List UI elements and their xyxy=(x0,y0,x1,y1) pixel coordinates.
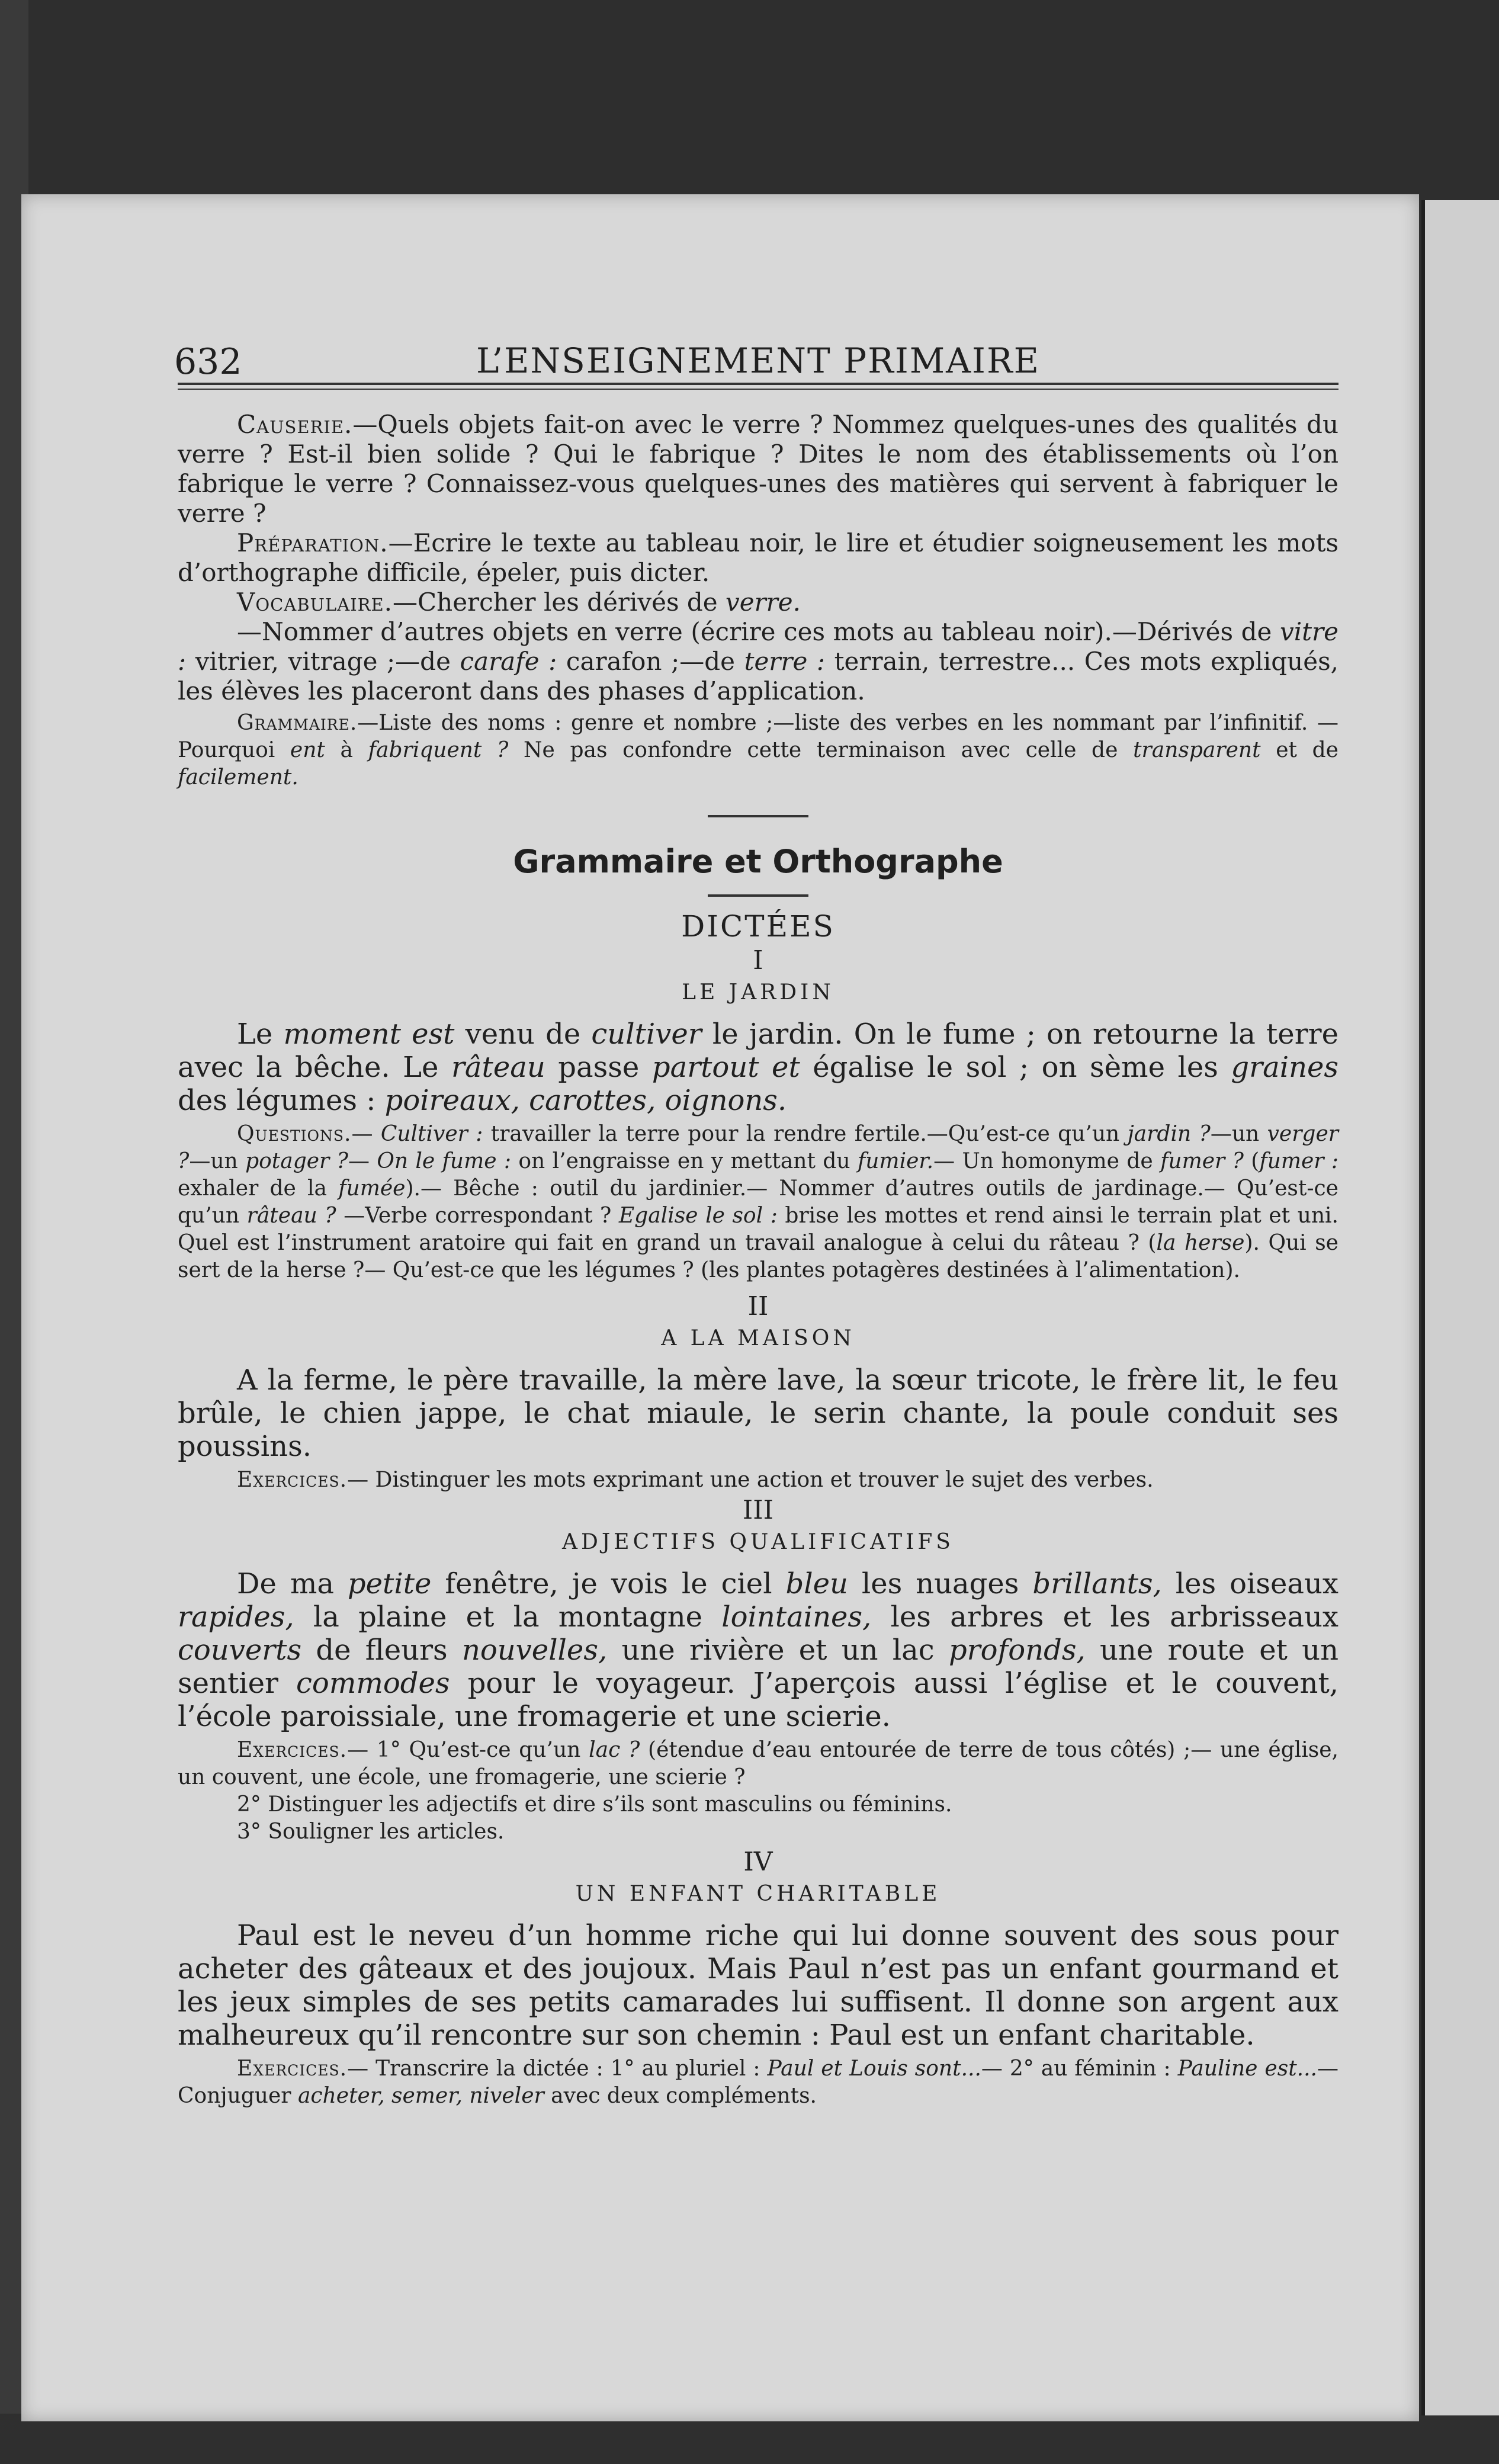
dictee-text-part: venu de xyxy=(454,1018,592,1051)
grammaire-text: à xyxy=(325,738,368,762)
page-content xyxy=(174,332,1339,2110)
preparation-paragraph xyxy=(178,528,1338,588)
nommer-text: vitrier, vitrage ;—de xyxy=(186,647,460,676)
dictee-italic: brillants, xyxy=(1032,1567,1162,1600)
header-rule-thin xyxy=(178,389,1338,390)
dictee-italic: rapides, xyxy=(178,1600,294,1634)
dictee-italic: moment est xyxy=(283,1018,455,1051)
dictee-text xyxy=(178,1018,1338,1117)
exercices-italic: Pauline est... xyxy=(1177,2056,1317,2081)
adjacent-page-edge xyxy=(1421,200,1499,2415)
dictee-italic: profonds, xyxy=(948,1634,1086,1667)
questions-italic: jardin ? xyxy=(1127,1122,1211,1146)
questions-italic: fumer : xyxy=(1259,1149,1338,1173)
dictees-title: DICTÉES xyxy=(681,909,835,944)
exercices-italic: lac ? xyxy=(589,1738,640,1762)
questions-paragraph xyxy=(178,1121,1338,1284)
questions-text: —Verbe correspondant ? xyxy=(336,1204,619,1228)
dictee-numeral: I xyxy=(753,945,763,976)
questions-text: ).— Bêche : outil du jardinier.— Nommer d’autres outils de jardinage.— Qu’est-ce qu’un xyxy=(178,1176,1338,1228)
dictee-text-part: le jardin. On le fume ; on retourne la terre avec la bêche. Le xyxy=(178,1018,1338,1084)
dictee-numeral: III xyxy=(742,1495,774,1525)
grammaire-text: —Liste des noms : genre et nombre ;—liste des verbes en les nommant par l’infinitif. —Pourquoi xyxy=(178,711,1338,762)
exercices-label: Exercices. xyxy=(237,2056,348,2081)
dictee-text-part: des légumes : xyxy=(178,1084,385,1117)
grammaire-text: et de xyxy=(1260,738,1338,762)
questions-text: —un xyxy=(1210,1122,1267,1146)
questions-italic: la herse xyxy=(1156,1231,1245,1255)
grammaire-word: fabriquent ? xyxy=(368,738,509,762)
questions-italic: Egalise le sol : xyxy=(618,1204,778,1228)
header-rule-thick xyxy=(178,383,1338,385)
exercices-label: Exercices. xyxy=(237,1468,348,1492)
dictee-title: LE JARDIN xyxy=(682,980,834,1005)
questions-italic: fumer ? xyxy=(1160,1149,1244,1173)
dictee-text-part: pour le voyageur. J’aperçois aussi l’église et le couvent, l’école paroissiale, une fromagerie et une scierie. xyxy=(178,1667,1339,1733)
dictee-text-part: les oiseaux xyxy=(1161,1567,1338,1600)
questions-italic: verger ? xyxy=(178,1122,1338,1173)
dictee-italic: partout et xyxy=(651,1051,800,1084)
vocabulaire-word: verre. xyxy=(726,588,801,617)
questions-text: exhaler de la xyxy=(178,1176,339,1201)
dictee-text xyxy=(178,1567,1338,1733)
dictee-italic: lointaines, xyxy=(721,1600,872,1634)
dictee-italic: couverts xyxy=(178,1634,302,1667)
questions-text: travailler la terre pour la rendre fertile.—Qu’est-ce qu’un xyxy=(483,1122,1128,1146)
dictee-text-part: la plaine et la montagne xyxy=(294,1600,722,1634)
dictee-text-part: les nuages xyxy=(848,1567,1033,1600)
questions-italic: râteau ? xyxy=(246,1204,336,1228)
questions-italic: potager ? xyxy=(245,1149,348,1173)
questions-text: — xyxy=(351,1122,381,1146)
section-divider-bottom xyxy=(708,894,808,897)
dictee-italic: bleu xyxy=(785,1567,848,1600)
dictee-text: Paul est le neveu d’un homme riche qui lui donne souvent des sous pour acheter des gâteaux et des joujoux. Mais Paul n’est pas un enfant gourmand et les jeux simples de ses petits camarades lui suffisent. Il donne son argent aux malheureux qu’il rencontre sur son chemin : Paul est un enfant charitable. xyxy=(178,1919,1338,2052)
dictee-italic: cultiver xyxy=(591,1018,702,1051)
section-divider-top xyxy=(708,815,808,817)
dictee-text-part: De ma xyxy=(237,1567,348,1600)
exercices-text: — 1° Qu’est-ce qu’un xyxy=(347,1738,589,1762)
dictee-italic: commodes xyxy=(296,1667,450,1700)
exercice-item: 2° Distinguer les adjectifs et dire s’ils sont masculins ou féminins. xyxy=(237,1792,952,1817)
dictee-italic: nouvelles, xyxy=(461,1634,608,1667)
exercices-italic: Paul et Louis sont... xyxy=(767,2056,981,2081)
preparation-label: Préparation. xyxy=(237,528,389,557)
page-header xyxy=(174,332,1338,383)
exercices-label: Exercices. xyxy=(237,1738,348,1762)
questions-italic: On le fume : xyxy=(377,1149,512,1173)
grammaire-word: facilement. xyxy=(178,765,298,790)
questions-text: — Un homonyme de xyxy=(933,1149,1161,1173)
dictee-italic: graines xyxy=(1231,1051,1339,1084)
causerie-text: —Quels objets fait-on avec le verre ? Nommez quelques-unes des qualités du verre ? Est-il bien solide ? Qui le fabrique ? Dites le nom des établissements où l’on fabrique le verre ? Connaissez-vous quelques-unes des matières qui servent à fabriquer le verre ? xyxy=(178,410,1338,528)
dictee-title: UN ENFANT CHARITABLE xyxy=(575,1882,941,1906)
dictee-numeral: IV xyxy=(743,1847,773,1877)
dictee-text-part: égalise le sol ; on sème les xyxy=(800,1051,1231,1084)
scan-background-top xyxy=(0,0,1499,200)
dictee-text-part: fenêtre, je vois le ciel xyxy=(431,1567,786,1600)
questions-text: ( xyxy=(1243,1149,1260,1173)
nommer-paragraph xyxy=(178,617,1338,706)
nommer-text: carafon ;—de xyxy=(557,647,744,676)
exercices-italic: acheter, semer, niveler xyxy=(297,2084,544,2108)
dictee-text-part: Le xyxy=(237,1018,284,1051)
nommer-text: terrain, terrestre... Ces mots expliqués, les élèves les placeront dans des phases d’application. xyxy=(178,647,1338,705)
questions-text: on l’engraisse en y mettant du xyxy=(511,1149,858,1173)
exercices-text: — Transcrire la dictée : 1° au pluriel : xyxy=(347,2056,768,2081)
dictee-text: A la ferme, le père travaille, la mère lave, la sœur tricote, le frère lit, le feu brûle, le chien jappe, le chat miaule, le serin chante, la poule conduit ses poussins. xyxy=(178,1363,1338,1463)
questions-text: — xyxy=(348,1149,377,1173)
questions-text: brise les mottes et rend ainsi le terrain plat et uni. Quel est l’instrument aratoire qui fait en grand un travail analogue à celui du râteau ? ( xyxy=(178,1204,1338,1255)
nommer-word: terre : xyxy=(744,647,826,676)
exercices-text: — Distinguer les mots exprimant une action et trouver le sujet des verbes. xyxy=(347,1468,1154,1492)
page-number: 632 xyxy=(174,341,242,383)
questions-italic: fumée xyxy=(338,1176,406,1201)
vocabulaire-text: —Chercher les dérivés de xyxy=(393,588,726,617)
nommer-word: carafe : xyxy=(460,647,557,676)
dictee-italic: poireaux, carottes, oignons. xyxy=(384,1084,787,1117)
questions-italic: fumier. xyxy=(857,1149,934,1173)
section-title: Grammaire et Orthographe xyxy=(513,843,1003,880)
nommer-text: —Nommer d’autres objets en verre (écrire ces mots au tableau noir).—Dérivés de xyxy=(237,617,1280,646)
dictee-italic: râteau xyxy=(451,1051,545,1084)
exercices-text: — 2° au féminin : xyxy=(981,2056,1178,2081)
questions-italic: Cultiver : xyxy=(380,1122,483,1146)
running-title: L’ENSEIGNEMENT PRIMAIRE xyxy=(476,341,1040,381)
exercices-paragraph xyxy=(178,1467,1338,1494)
grammaire-text: Ne pas confondre cette terminaison avec celle de xyxy=(508,738,1134,762)
questions-label: Questions. xyxy=(237,1122,352,1146)
questions-text: ). Qui se sert de la herse ?— Qu’est-ce que les légumes ? (les plantes potagères destinées à l’alimentation). xyxy=(178,1231,1338,1282)
causerie-label: Causerie. xyxy=(237,410,353,439)
vocabulaire-label: Vocabulaire. xyxy=(237,588,393,617)
exercice-item: 3° Souligner les articles. xyxy=(237,1820,505,1844)
exercices-paragraph xyxy=(178,2055,1338,2110)
grammaire-paragraph xyxy=(178,710,1338,791)
dictee-title: A LA MAISON xyxy=(661,1326,855,1350)
questions-text: —un xyxy=(189,1149,246,1173)
dictee-numeral: II xyxy=(747,1291,769,1321)
dictee-title: ADJECTIFS QUALIFICATIFS xyxy=(562,1530,954,1554)
grammaire-word: transparent xyxy=(1133,738,1261,762)
exercices-paragraph xyxy=(178,1737,1338,1791)
grammaire-word: ent xyxy=(290,738,325,762)
dictee-italic: petite xyxy=(347,1567,432,1600)
preparation-text: —Ecrire le texte au tableau noir, le lire et étudier soigneusement les mots d’orthographe difficile, épeler, puis dicter. xyxy=(178,528,1338,587)
dictee-text-part: les arbres et les arbrisseaux xyxy=(871,1600,1339,1634)
dictee-text-part: passe xyxy=(545,1051,652,1084)
exercices-text: — Conjuguer xyxy=(178,2056,1338,2108)
nommer-word: vitre : xyxy=(178,617,1338,676)
dictee-text-part: une rivière et un lac xyxy=(607,1634,949,1667)
causerie-paragraph xyxy=(178,410,1338,528)
grammaire-label: Grammaire. xyxy=(237,711,358,735)
exercices-text: avec deux compléments. xyxy=(544,2084,817,2108)
vocabulaire-paragraph xyxy=(178,588,1338,617)
exercices-text: (étendue d’eau entourée de terre de tous côtés) ;— une église, un couvent, une école, une fromagerie, une scierie ? xyxy=(178,1738,1339,1789)
dictee-text-part: de fleurs xyxy=(301,1634,462,1667)
dictee-text-part: une route et un sentier xyxy=(178,1634,1338,1700)
